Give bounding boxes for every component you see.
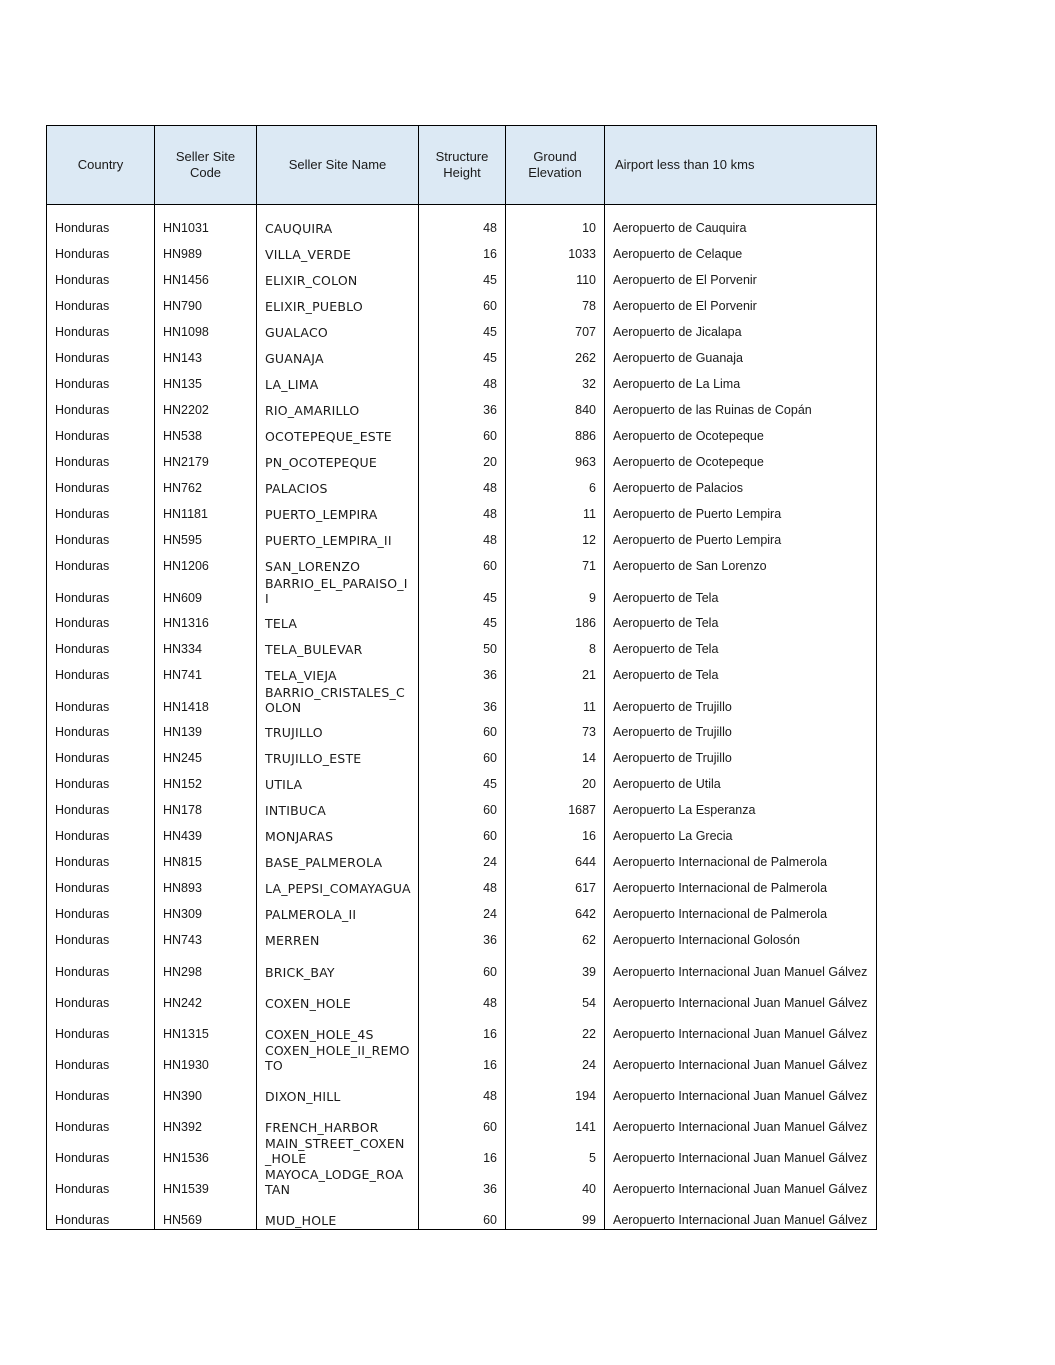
airport-cell: Aeropuerto Internacional de Palmerola — [605, 872, 877, 898]
ground-elevation-cell: 16 — [506, 820, 605, 846]
country-cell: Honduras — [47, 768, 155, 794]
ground-elevation-cell: 99 — [506, 1198, 605, 1230]
ground-elevation-cell: 194 — [506, 1074, 605, 1105]
airport-cell: Aeropuerto Internacional Juan Manuel Gálvez — [605, 1198, 877, 1230]
code-cell: HN309 — [155, 898, 257, 924]
airport-cell: Aeropuerto Internacional Juan Manuel Gálvez — [605, 1074, 877, 1105]
code-cell: HN741 — [155, 659, 257, 685]
country-cell: Honduras — [47, 264, 155, 290]
ground-elevation-cell: 141 — [506, 1105, 605, 1136]
structure-height-cell: 48 — [419, 872, 506, 898]
ground-elevation-cell: 71 — [506, 550, 605, 576]
airport-cell: Aeropuerto de Guanaja — [605, 342, 877, 368]
code-cell: HN595 — [155, 524, 257, 550]
site-name-cell: CAUQUIRA — [257, 212, 419, 238]
country-cell: Honduras — [47, 659, 155, 685]
airport-cell: Aeropuerto de Ocotepeque — [605, 420, 877, 446]
header-country: Country — [47, 126, 155, 205]
table-row — [47, 446, 877, 472]
table-row — [47, 659, 877, 685]
country-cell: Honduras — [47, 794, 155, 820]
ground-elevation-cell: 39 — [506, 950, 605, 981]
airport-cell: Aeropuerto de Tela — [605, 576, 877, 607]
header-airport: Airport less than 10 kms — [605, 126, 877, 205]
ground-elevation-cell: 54 — [506, 981, 605, 1012]
ground-elevation-cell: 22 — [506, 1012, 605, 1043]
structure-height-cell: 60 — [419, 950, 506, 981]
site-name-cell: VILLA_VERDE — [257, 238, 419, 264]
airport-cell: Aeropuerto Internacional Juan Manuel Gálvez — [605, 981, 877, 1012]
country-cell: Honduras — [47, 1043, 155, 1074]
country-cell: Honduras — [47, 716, 155, 742]
airport-cell: Aeropuerto de El Porvenir — [605, 264, 877, 290]
structure-height-cell: 45 — [419, 768, 506, 794]
structure-height-cell: 36 — [419, 659, 506, 685]
airport-cell: Aeropuerto Internacional Juan Manuel Gálvez — [605, 1136, 877, 1167]
country-cell: Honduras — [47, 924, 155, 950]
airport-cell: Aeropuerto Internacional de Palmerola — [605, 846, 877, 872]
country-cell: Honduras — [47, 1074, 155, 1105]
table-row — [47, 576, 877, 607]
structure-height-cell: 60 — [419, 820, 506, 846]
country-cell: Honduras — [47, 394, 155, 420]
structure-height-cell: 45 — [419, 342, 506, 368]
ground-elevation-cell: 963 — [506, 446, 605, 472]
table-row — [47, 1074, 877, 1105]
country-cell: Honduras — [47, 742, 155, 768]
ground-elevation-cell: 6 — [506, 472, 605, 498]
structure-height-cell: 45 — [419, 316, 506, 342]
structure-height-cell: 60 — [419, 794, 506, 820]
country-cell: Honduras — [47, 420, 155, 446]
code-cell: HN1315 — [155, 1012, 257, 1043]
airport-cell: Aeropuerto de Jicalapa — [605, 316, 877, 342]
ground-elevation-cell: 10 — [506, 212, 605, 238]
site-name-cell: OCOTEPEQUE_ESTE — [257, 420, 419, 446]
table-row — [47, 742, 877, 768]
site-name-cell: PALACIOS — [257, 472, 419, 498]
code-cell: HN1539 — [155, 1167, 257, 1198]
code-cell: HN1536 — [155, 1136, 257, 1167]
table-row — [47, 264, 877, 290]
ground-elevation-cell: 73 — [506, 716, 605, 742]
table-row — [47, 1136, 877, 1167]
table-row — [47, 607, 877, 633]
country-cell: Honduras — [47, 1136, 155, 1167]
code-cell: HN790 — [155, 290, 257, 316]
country-cell: Honduras — [47, 498, 155, 524]
code-cell: HN334 — [155, 633, 257, 659]
airport-cell: Aeropuerto de Utila — [605, 768, 877, 794]
table-row — [47, 550, 877, 576]
airport-cell: Aeropuerto Internacional Golosón — [605, 924, 877, 950]
country-cell: Honduras — [47, 472, 155, 498]
site-name-cell: MONJARAS — [257, 820, 419, 846]
ground-elevation-cell: 262 — [506, 342, 605, 368]
table-row — [47, 716, 877, 742]
airport-cell: Aeropuerto Internacional Juan Manuel Gálvez — [605, 950, 877, 981]
airport-cell: Aeropuerto de las Ruinas de Copán — [605, 394, 877, 420]
code-cell: HN2202 — [155, 394, 257, 420]
structure-height-cell: 60 — [419, 1198, 506, 1230]
structure-height-cell: 24 — [419, 846, 506, 872]
table-row — [47, 472, 877, 498]
airport-cell: Aeropuerto Internacional Juan Manuel Gálvez — [605, 1167, 877, 1198]
code-cell: HN1456 — [155, 264, 257, 290]
ground-elevation-cell: 24 — [506, 1043, 605, 1074]
site-name-cell: TELA_BULEVAR — [257, 633, 419, 659]
airport-cell: Aeropuerto de Tela — [605, 633, 877, 659]
structure-height-cell: 48 — [419, 498, 506, 524]
country-cell: Honduras — [47, 524, 155, 550]
site-name-cell: MERREN — [257, 924, 419, 950]
ground-elevation-cell: 707 — [506, 316, 605, 342]
country-cell: Honduras — [47, 846, 155, 872]
airport-cell: Aeropuerto Internacional Juan Manuel Gálvez — [605, 1105, 877, 1136]
site-name-cell: MUD_HOLE — [257, 1198, 419, 1230]
code-cell: HN1181 — [155, 498, 257, 524]
country-cell: Honduras — [47, 820, 155, 846]
table-row — [47, 898, 877, 924]
table-row — [47, 1105, 877, 1136]
code-cell: HN298 — [155, 950, 257, 981]
country-cell: Honduras — [47, 685, 155, 716]
site-name-cell: GUALACO — [257, 316, 419, 342]
ground-elevation-cell: 9 — [506, 576, 605, 607]
airport-cell: Aeropuerto Internacional Juan Manuel Gálvez — [605, 1043, 877, 1074]
airport-cell: Aeropuerto de El Porvenir — [605, 290, 877, 316]
code-cell: HN2179 — [155, 446, 257, 472]
code-cell: HN392 — [155, 1105, 257, 1136]
airport-cell: Aeropuerto de Celaque — [605, 238, 877, 264]
structure-height-cell: 24 — [419, 898, 506, 924]
table-row — [47, 846, 877, 872]
structure-height-cell: 60 — [419, 716, 506, 742]
structure-height-cell: 50 — [419, 633, 506, 659]
site-name-cell: COXEN_HOLE_II_REMOTO — [257, 1043, 419, 1074]
ground-elevation-cell: 5 — [506, 1136, 605, 1167]
country-cell: Honduras — [47, 342, 155, 368]
site-name-cell: COXEN_HOLE — [257, 981, 419, 1012]
code-cell: HN989 — [155, 238, 257, 264]
country-cell: Honduras — [47, 607, 155, 633]
ground-elevation-cell: 642 — [506, 898, 605, 924]
code-cell: HN143 — [155, 342, 257, 368]
site-name-cell: GUANAJA — [257, 342, 419, 368]
site-name-cell: INTIBUCA — [257, 794, 419, 820]
site-name-cell: BARRIO_EL_PARAISO_II — [257, 576, 419, 607]
country-cell: Honduras — [47, 1198, 155, 1230]
table-row — [47, 794, 877, 820]
airport-cell: Aeropuerto de Puerto Lempira — [605, 498, 877, 524]
site-name-cell: PUERTO_LEMPIRA — [257, 498, 419, 524]
ground-elevation-cell: 886 — [506, 420, 605, 446]
table-row — [47, 685, 877, 716]
ground-elevation-cell: 62 — [506, 924, 605, 950]
ground-elevation-cell: 1687 — [506, 794, 605, 820]
airport-cell: Aeropuerto de Trujillo — [605, 716, 877, 742]
structure-height-cell: 16 — [419, 1012, 506, 1043]
table-row — [47, 290, 877, 316]
ground-elevation-cell: 186 — [506, 607, 605, 633]
airport-cell: Aeropuerto de Ocotepeque — [605, 446, 877, 472]
site-name-cell: LA_LIMA — [257, 368, 419, 394]
ground-elevation-cell: 12 — [506, 524, 605, 550]
country-cell: Honduras — [47, 950, 155, 981]
airport-cell: Aeropuerto Internacional de Palmerola — [605, 898, 877, 924]
site-name-cell: TELA — [257, 607, 419, 633]
structure-height-cell: 48 — [419, 524, 506, 550]
ground-elevation-cell: 1033 — [506, 238, 605, 264]
table-row — [47, 368, 877, 394]
structure-height-cell: 48 — [419, 472, 506, 498]
country-cell: Honduras — [47, 1012, 155, 1043]
sites-table — [46, 125, 877, 1230]
site-name-cell: ELIXIR_PUEBLO — [257, 290, 419, 316]
code-cell: HN538 — [155, 420, 257, 446]
structure-height-cell: 60 — [419, 420, 506, 446]
code-cell: HN762 — [155, 472, 257, 498]
table-row — [47, 394, 877, 420]
structure-height-cell: 45 — [419, 264, 506, 290]
structure-height-cell: 16 — [419, 1136, 506, 1167]
code-cell: HN390 — [155, 1074, 257, 1105]
site-name-cell: BASE_PALMEROLA — [257, 846, 419, 872]
country-cell: Honduras — [47, 1105, 155, 1136]
table-row — [47, 1198, 877, 1230]
ground-elevation-cell: 617 — [506, 872, 605, 898]
code-cell: HN439 — [155, 820, 257, 846]
site-name-cell: ELIXIR_COLON — [257, 264, 419, 290]
structure-height-cell: 36 — [419, 394, 506, 420]
table-row — [47, 950, 877, 981]
structure-height-cell: 48 — [419, 981, 506, 1012]
code-cell: HN1098 — [155, 316, 257, 342]
site-name-cell: BRICK_BAY — [257, 950, 419, 981]
structure-height-cell: 36 — [419, 924, 506, 950]
header-structure-height: Structure Height — [419, 126, 506, 205]
header-seller-site-name: Seller Site Name — [257, 126, 419, 205]
ground-elevation-cell: 11 — [506, 685, 605, 716]
airport-cell: Aeropuerto de San Lorenzo — [605, 550, 877, 576]
code-cell: HN569 — [155, 1198, 257, 1230]
country-cell: Honduras — [47, 212, 155, 238]
ground-elevation-cell: 32 — [506, 368, 605, 394]
structure-height-cell: 16 — [419, 1043, 506, 1074]
country-cell: Honduras — [47, 446, 155, 472]
code-cell: HN815 — [155, 846, 257, 872]
site-name-cell: DIXON_HILL — [257, 1074, 419, 1105]
structure-height-cell: 45 — [419, 576, 506, 607]
structure-height-cell: 60 — [419, 290, 506, 316]
site-name-cell: BARRIO_CRISTALES_COLON — [257, 685, 419, 716]
country-cell: Honduras — [47, 1167, 155, 1198]
header-seller-site-code: Seller Site Code — [155, 126, 257, 205]
country-cell: Honduras — [47, 368, 155, 394]
site-name-cell: MAIN_STREET_COXEN_HOLE — [257, 1136, 419, 1167]
table-row — [47, 820, 877, 846]
table-row — [47, 342, 877, 368]
country-cell: Honduras — [47, 981, 155, 1012]
ground-elevation-cell: 11 — [506, 498, 605, 524]
airport-cell: Aeropuerto La Esperanza — [605, 794, 877, 820]
site-name-cell: UTILA — [257, 768, 419, 794]
ground-elevation-cell: 110 — [506, 264, 605, 290]
header-row — [47, 126, 877, 205]
site-name-cell: TELA_VIEJA — [257, 659, 419, 685]
code-cell: HN1418 — [155, 685, 257, 716]
code-cell: HN152 — [155, 768, 257, 794]
code-cell: HN135 — [155, 368, 257, 394]
airport-cell: Aeropuerto de Tela — [605, 607, 877, 633]
country-cell: Honduras — [47, 633, 155, 659]
airport-cell: Aeropuerto La Grecia — [605, 820, 877, 846]
site-name-cell: MAYOCA_LODGE_ROATAN — [257, 1167, 419, 1198]
table-row — [47, 768, 877, 794]
table-row — [47, 1043, 877, 1074]
airport-cell: Aeropuerto de Trujillo — [605, 742, 877, 768]
code-cell: HN1930 — [155, 1043, 257, 1074]
country-cell: Honduras — [47, 550, 155, 576]
code-cell: HN245 — [155, 742, 257, 768]
airport-cell: Aeropuerto Internacional Juan Manuel Gálvez — [605, 1012, 877, 1043]
structure-height-cell: 60 — [419, 1105, 506, 1136]
airport-cell: Aeropuerto de Tela — [605, 659, 877, 685]
site-name-cell: TRUJILLO — [257, 716, 419, 742]
site-name-cell: COXEN_HOLE_4S — [257, 1012, 419, 1043]
table-body — [47, 205, 877, 1230]
ground-elevation-cell: 40 — [506, 1167, 605, 1198]
airport-cell: Aeropuerto de Trujillo — [605, 685, 877, 716]
site-name-cell: PUERTO_LEMPIRA_II — [257, 524, 419, 550]
code-cell: HN609 — [155, 576, 257, 607]
table-row — [47, 524, 877, 550]
structure-height-cell: 36 — [419, 1167, 506, 1198]
table-row — [47, 316, 877, 342]
table-row — [47, 238, 877, 264]
ground-elevation-cell: 8 — [506, 633, 605, 659]
country-cell: Honduras — [47, 898, 155, 924]
ground-elevation-cell: 840 — [506, 394, 605, 420]
ground-elevation-cell: 21 — [506, 659, 605, 685]
code-cell: HN1316 — [155, 607, 257, 633]
table-row — [47, 1012, 877, 1043]
code-cell: HN1206 — [155, 550, 257, 576]
table-row — [47, 420, 877, 446]
code-cell: HN242 — [155, 981, 257, 1012]
code-cell: HN139 — [155, 716, 257, 742]
airport-cell: Aeropuerto de La Lima — [605, 368, 877, 394]
site-name-cell: FRENCH_HARBOR — [257, 1105, 419, 1136]
structure-height-cell: 20 — [419, 446, 506, 472]
country-cell: Honduras — [47, 316, 155, 342]
country-cell: Honduras — [47, 290, 155, 316]
airport-cell: Aeropuerto de Palacios — [605, 472, 877, 498]
structure-height-cell: 48 — [419, 368, 506, 394]
table-row — [47, 1167, 877, 1198]
structure-height-cell: 60 — [419, 550, 506, 576]
spacer-row — [47, 205, 877, 213]
code-cell: HN893 — [155, 872, 257, 898]
structure-height-cell: 16 — [419, 238, 506, 264]
structure-height-cell: 36 — [419, 685, 506, 716]
structure-height-cell: 48 — [419, 1074, 506, 1105]
table-row — [47, 872, 877, 898]
airport-cell: Aeropuerto de Puerto Lempira — [605, 524, 877, 550]
ground-elevation-cell: 78 — [506, 290, 605, 316]
country-cell: Honduras — [47, 872, 155, 898]
table-row — [47, 498, 877, 524]
site-name-cell: PN_OCOTEPEQUE — [257, 446, 419, 472]
site-name-cell: RIO_AMARILLO — [257, 394, 419, 420]
structure-height-cell: 48 — [419, 212, 506, 238]
structure-height-cell: 45 — [419, 607, 506, 633]
structure-height-cell: 60 — [419, 742, 506, 768]
code-cell: HN1031 — [155, 212, 257, 238]
table-row — [47, 924, 877, 950]
code-cell: HN743 — [155, 924, 257, 950]
country-cell: Honduras — [47, 576, 155, 607]
airport-cell: Aeropuerto de Cauquira — [605, 212, 877, 238]
site-name-cell: SAN_LORENZO — [257, 550, 419, 576]
ground-elevation-cell: 20 — [506, 768, 605, 794]
code-cell: HN178 — [155, 794, 257, 820]
table-row — [47, 981, 877, 1012]
site-name-cell: PALMEROLA_II — [257, 898, 419, 924]
site-name-cell: TRUJILLO_ESTE — [257, 742, 419, 768]
table-row — [47, 212, 877, 238]
site-name-cell: LA_PEPSI_COMAYAGUA — [257, 872, 419, 898]
table-row — [47, 633, 877, 659]
header-ground-elevation: Ground Elevation — [506, 126, 605, 205]
country-cell: Honduras — [47, 238, 155, 264]
ground-elevation-cell: 14 — [506, 742, 605, 768]
ground-elevation-cell: 644 — [506, 846, 605, 872]
